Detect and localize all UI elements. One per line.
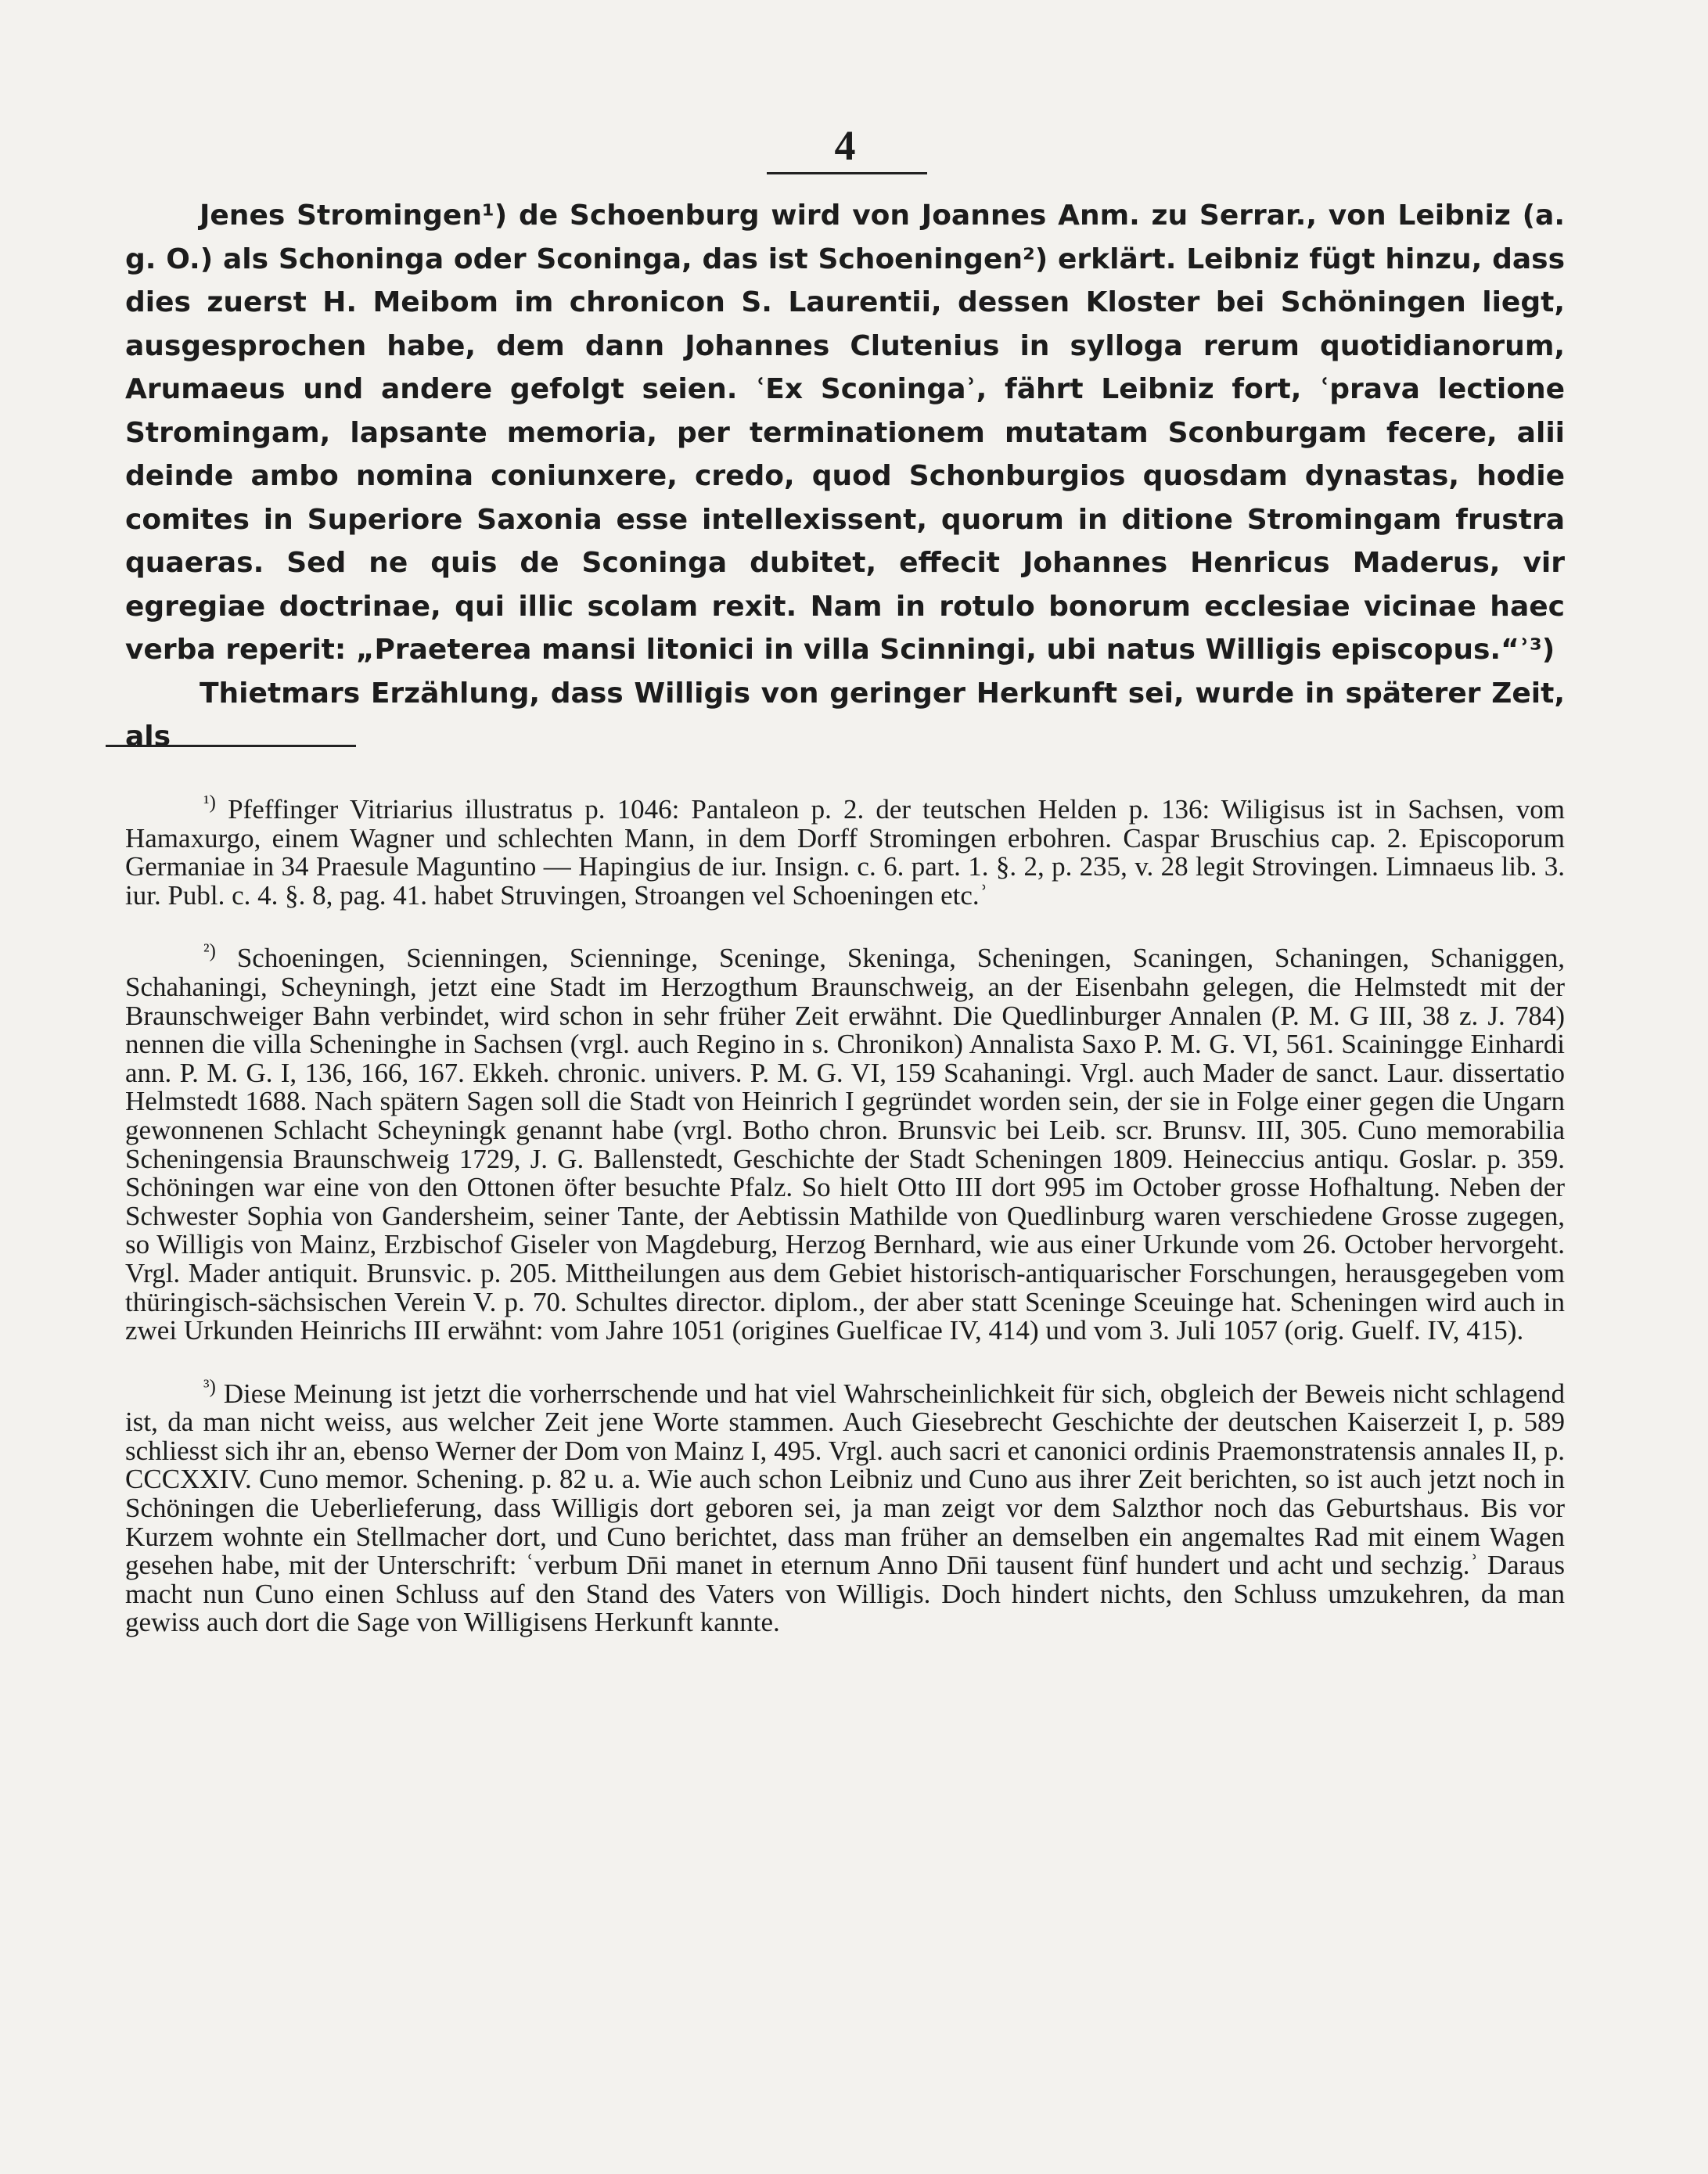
footnote-text: Diese Meinung ist jetzt die vorherrschende und hat viel Wahrscheinlichkeit für sich, obgleich der Beweis nicht schlagend ist, da man nicht weiss, aus welcher Zeit jene Worte stammen. Auch Giesebrecht Geschichte der deutschen Kaiserzeit I, p. 589 schliesst sich ihr an, ebenso Werner der Dom von Mainz I, 495. Vrgl. auch sacri et canonici ordinis Praemonstratensis annales II, p. CCCXXIV. Cuno memor. Schening. p. 82 u. a. Wie auch schon Leibniz und Cuno aus ihrer Zeit berichten, so ist auch jetzt noch in Schöningen die Ueberlieferung, dass Willigis dort geboren sei, ja man zeigt vor dem Salzthor noch das Geburtshaus. Bis vor Kurzem wohnte ein Stellmacher dort, und Cuno berichtet, dass man früher an demselben ein angemaltes Rad mit einem Wagen gesehen habe, mit der Unterschrift: ʿverbum Dn̄i manet in eternum Anno Dn̄i tausent fünf hundert und acht und sechzig.ʾ Daraus macht nun Cuno einen Schluss auf den Stand des Vaters von Willigis. Doch hindert nichts, den Schluss umzukehren, da man gewiss auch dort die Sage von Willigisens Herkunft kannte. bbox=[125, 1378, 1566, 1638]
main-paragraph-1: Jenes Strominge⁠n¹) de Schoenburg wird von Joannes Anm. zu Serrar., von Leibniz (a. g. O.) als Schoninga oder Sconinga, das ist Schoeningen²) erklärt. Leibniz fügt hinzu, dass dies zuerst H. Meibom im chronicon S. Laurentii, dessen Kloster bei Schöningen liegt, ausgesprochen habe, dem dann Johannes Clutenius in sylloga rerum quotidianorum, Arumaeus und andere gefolgt seien. ʿEx Sconingaʾ, fährt Leibniz fort, ʿprava lectione Stromingam, lapsante memoria, per terminationem mutatam Sconburgam fecere, alii deinde ambo nomina coniunxere, credo, quod Schonburgios quosdam dynastas, hodie comites in Superiore Saxonia esse intellexissent, quorum in ditione Stromingam frustra quaeras. Sed ne quis de Sconinga dubitet, effecit Johannes Henricus Maderus, vir egregiae doctrinae, qui illic scolam rexit. Nam in rotulo bonorum ecclesiae vicinae haec verba reperit: „Praeterea mansi litonici in villa Scinningi, ubi natus Willigis episcopus.“ʾ³) bbox=[125, 199, 1565, 666]
main-paragraph-2: Thietmars Erzählung, dass Willigis von geringer Herkunft sei, wurde in späterer Zeit, als bbox=[125, 677, 1565, 753]
main-text bbox=[125, 194, 1565, 759]
footnote-1 bbox=[125, 792, 1566, 911]
footnote-text: Schoeningen, Scienningen, Scienninge, Sceninge, Skeninga, Scheningen, Scaningen, Schaningen, Schaniggen, Schahaningi, Scheyningh, jetzt eine Stadt im Herzogthum Braunschweig, an der Eisenbahn gelegen, die Helmstedt mit der Braunschweiger Bahn verbindet, wird schon in sehr früher Zeit erwähnt. Die Quedlinburger Annalen (P. M. G III, 38 z. J. 784) nennen die villa Scheninghe in Sachsen (vrgl. auch Regino in s. Chronikon) Annalista Saxo P. M. G. VI, 561. Scainingge Einhardi ann. P. M. G. I, 136, 166, 167. Ekkeh. chronic. univers. P. M. G. VI, 159 Scahaningi. Vrgl. auch Mader de sanct. Laur. dissertatio Helmstedt 1688. Nach spätern Sagen soll die Stadt von Heinrich I gegründet worden sein, der sie in Folge einer gegen die Ungarn gewonnenen Schlacht Scheyningk genannt habe (vrgl. Botho chron. Brunsvic bei Leib. scr. Brunsv. III, 305. Cuno memorabilia Scheningensia Braunschweig 1729, J. G. Ballenstedt, Geschichte der Stadt Scheningen 1809. Heineccius antiqu. Goslar. p. 359. Schöningen war eine von den Ottonen öfter besuchte Pfalz. So hielt Otto III dort 995 im October grosse Hofhaltung. Neben der Schwester Sophia von Gandersheim, seiner Tante, der Aebtissin Mathilde von Quedlinburg waren verschiedene Grosse zugegen, so Willigis von Mainz, Erzbischof Giseler von Magdeburg, Herzog Bernhard, wie aus einer Urkunde vom 26. October hervorgeht. Vrgl. Mader antiquit. Brunsvic. p. 205. Mittheilungen aus dem Gebiet historisch-antiquarischer Forschungen, herausgegeben vom thüringisch-sächsischen Verein V. p. 70. Schultes director. diplom., der aber statt Sceninge Sceuinge hat. Scheningen wird auch in zwei Urkunden Heinrichs III erwähnt: vom Jahre 1051 (origines Guelficae IV, 414) und vom 3. Juli 1057 (orig. Guelf. IV, 415). bbox=[125, 943, 1565, 1346]
footnote-marker: ¹) bbox=[203, 792, 216, 814]
page-number: 4 bbox=[834, 122, 856, 169]
page-number-rule bbox=[767, 172, 927, 174]
footnote-2 bbox=[125, 940, 1565, 1346]
footnote-divider bbox=[106, 745, 356, 747]
footnotes bbox=[125, 792, 1566, 1638]
footnote-text: Pfeffinger Vitriarius illustratus p. 1046: Pantaleon p. 2. der teutschen Helden p. 136: Wiligisus ist in Sachsen, vom Hamaxurgo, einem Wagner und schlechten Mann, in dem Dorff Strominge⁠n erbohren. Caspar Bruschius cap. 2. Episcoporum Germaniae in 34 Praesule Maguntino — Hapingius de iur. Insign. c. 6. part. 1. §. 2, p. 235, v. 28 legit Strovingen. Limnaeus lib. 3. iur. Publ. c. 4. §. 8, pag. 41. habet Struvingen, Stroangen vel Schoeningen etc.ʾ bbox=[125, 794, 1566, 911]
footnote-3 bbox=[125, 1376, 1566, 1638]
footnote-marker: ²) bbox=[203, 940, 216, 962]
footnote-marker: ³) bbox=[203, 1376, 216, 1398]
